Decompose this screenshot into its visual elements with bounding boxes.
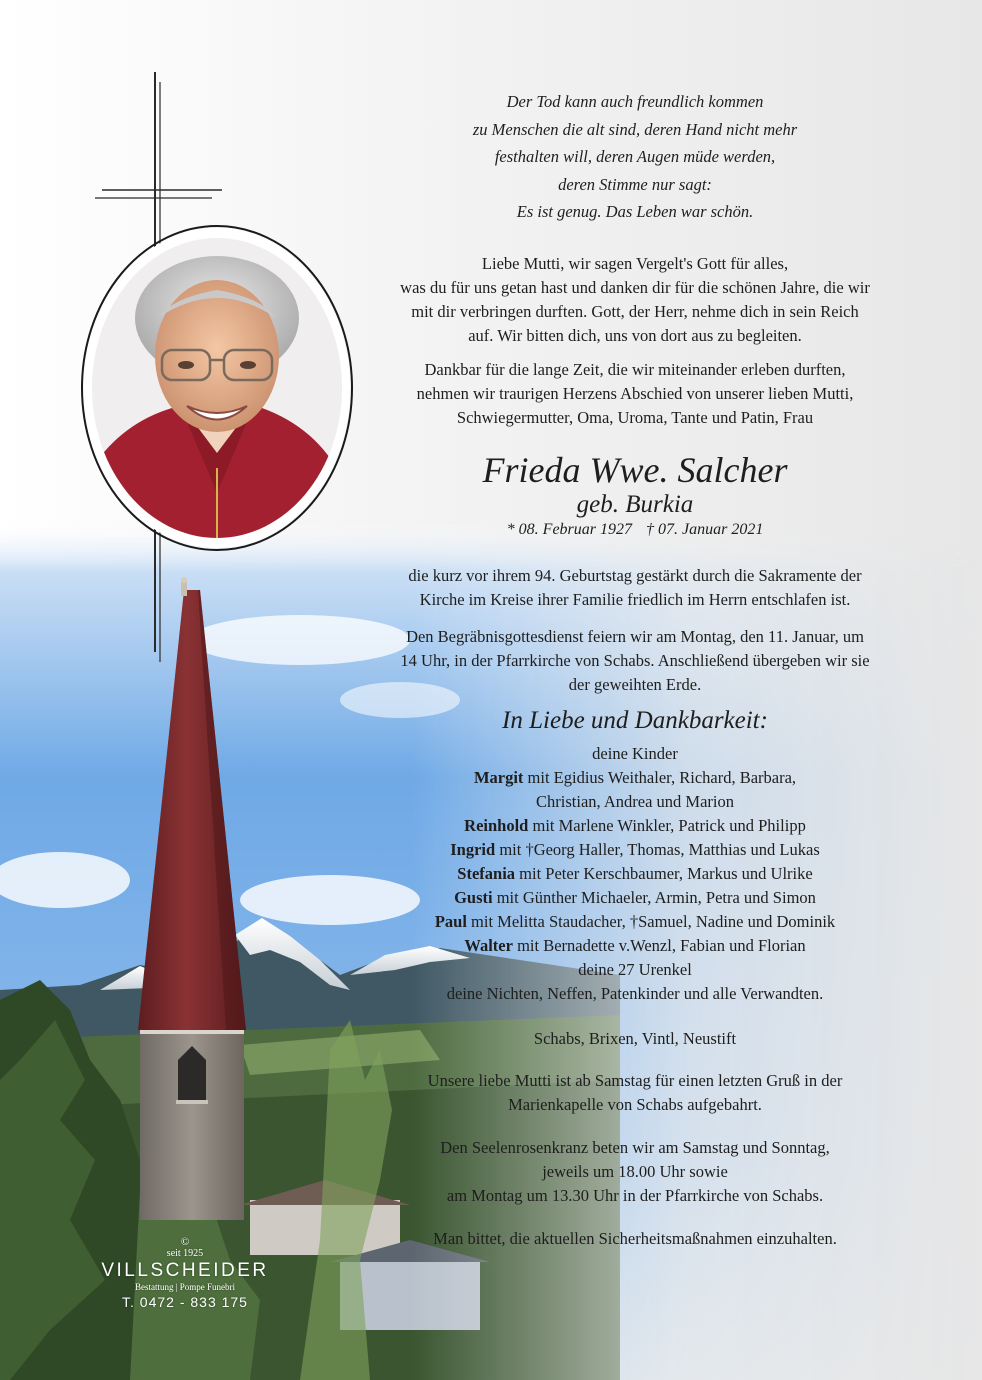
death-date: † 07. Januar 2021 bbox=[646, 520, 764, 538]
mourner-text: deine Kinder bbox=[592, 743, 678, 763]
mourner-line bbox=[360, 958, 910, 982]
deceased-name: Frieda Wwe. Salcher bbox=[482, 449, 788, 490]
intro-line: Liebe Mutti, wir sagen Vergelt's Gott für alles, bbox=[481, 253, 789, 273]
funeral-home-logo bbox=[100, 1236, 270, 1311]
logo-subtitle: Bestattung | Pompe Funebri bbox=[134, 1282, 236, 1292]
birth-date: * 08. Februar 1927 bbox=[506, 520, 632, 538]
mourner-name: Paul bbox=[434, 912, 467, 932]
mourner-name: Gusti bbox=[454, 888, 493, 908]
thanks-paragraph bbox=[360, 358, 910, 430]
thanks-line: Dankbar für die lange Zeit, die wir miteinander erleben durften, bbox=[424, 359, 846, 379]
birth-name: geb. Burkia bbox=[576, 490, 694, 518]
mourner-line bbox=[360, 886, 910, 910]
mourner-text: deine 27 Urenkel bbox=[578, 960, 692, 980]
poem bbox=[360, 88, 910, 226]
rosary-paragraph bbox=[360, 1136, 910, 1208]
mourners-list bbox=[360, 742, 910, 1007]
mourner-text: deine Nichten, Neffen, Patenkinder und alle Verwandten. bbox=[446, 984, 824, 1004]
mourner-name: Margit bbox=[473, 767, 524, 787]
logo-since: seit 1925 bbox=[166, 1248, 204, 1259]
death-paragraph bbox=[360, 564, 910, 612]
mourner-name: Ingrid bbox=[450, 839, 496, 859]
funeral-line: der geweihten Erde. bbox=[568, 674, 702, 694]
poem-line: festhalten will, deren Augen müde werden, bbox=[494, 147, 776, 166]
mourner-text: mit Bernadette v.Wenzl, Fabian und Florian bbox=[512, 936, 806, 956]
places-line: Schabs, Brixen, Vintl, Neustift bbox=[533, 1028, 737, 1048]
intro-paragraph bbox=[360, 252, 910, 348]
funeral-paragraph bbox=[360, 625, 910, 697]
mourner-text: mit Günther Michaeler, Armin, Petra und Simon bbox=[492, 888, 816, 908]
safety-notice: Man bittet, die aktuellen Sicherheitsmaßnahmen einzuhalten. bbox=[433, 1228, 837, 1248]
rosary-line: Den Seelenrosenkranz beten wir am Samstag und Sonntag, bbox=[440, 1137, 830, 1157]
portrait-photo bbox=[92, 238, 342, 538]
laid-out-paragraph bbox=[360, 1069, 910, 1117]
rosary-line: jeweils um 18.00 Uhr sowie bbox=[542, 1161, 728, 1181]
mourner-text: Christian, Andrea und Marion bbox=[536, 791, 734, 811]
laid-out-line: Marienkapelle von Schabs aufgebahrt. bbox=[508, 1094, 762, 1114]
poem-line: Der Tod kann auch freundlich kommen bbox=[506, 92, 764, 111]
mourner-name: Walter bbox=[464, 936, 513, 956]
mourner-line bbox=[360, 862, 910, 886]
mourner-line bbox=[360, 838, 910, 862]
funeral-line: Den Begräbnisgottesdienst feiern wir am Montag, den 11. Januar, um bbox=[406, 626, 864, 646]
intro-line: auf. Wir bitten dich, uns von dort aus zu begleiten. bbox=[468, 325, 802, 345]
obituary-text bbox=[360, 88, 910, 1251]
logo-phone: T. 0472 - 833 175 bbox=[122, 1294, 248, 1310]
mourner-line bbox=[360, 742, 910, 766]
mourner-line bbox=[360, 790, 910, 814]
mourner-text: mit †Georg Haller, Thomas, Matthias und Lukas bbox=[495, 839, 820, 859]
mourner-text: mit Peter Kerschbaumer, Markus und Ulrike bbox=[515, 863, 813, 883]
intro-line: mit dir verbringen durften. Gott, der Herr, nehme dich in sein Reich bbox=[411, 301, 859, 321]
mourner-line bbox=[360, 934, 910, 958]
mourner-text: mit Melitta Staudacher, †Samuel, Nadine und Dominik bbox=[466, 912, 836, 932]
mourner-line bbox=[360, 814, 910, 838]
mourner-name: Reinhold bbox=[464, 815, 529, 835]
mourner-line bbox=[360, 910, 910, 934]
death-line: Kirche im Kreise ihrer Familie friedlich im Herrn entschlafen ist. bbox=[419, 589, 851, 609]
copyright-mark: © bbox=[180, 1236, 190, 1248]
mourner-line bbox=[360, 766, 910, 790]
laid-out-line: Unsere liebe Mutti ist ab Samstag für einen letzten Gruß in der bbox=[427, 1070, 843, 1090]
life-dates bbox=[360, 520, 910, 540]
death-line: die kurz vor ihrem 94. Geburtstag gestärkt durch die Sakramente der bbox=[408, 565, 862, 585]
thanks-line: nehmen wir traurigen Herzens Abschied von unserer lieben Mutti, bbox=[416, 383, 854, 403]
logo-company: VILLSCHEIDER bbox=[101, 1260, 269, 1281]
mourner-line bbox=[360, 982, 910, 1006]
mourners-heading: In Liebe und Dankbarkeit: bbox=[502, 706, 768, 734]
poem-line: zu Menschen die alt sind, deren Hand nicht mehr bbox=[472, 119, 798, 139]
mourner-text: mit Marlene Winkler, Patrick und Philipp bbox=[528, 815, 806, 835]
thanks-line: Schwiegermutter, Oma, Uroma, Tante und Patin, Frau bbox=[456, 407, 814, 427]
rosary-line: am Montag um 13.30 Uhr in der Pfarrkirche von Schabs. bbox=[446, 1185, 824, 1205]
poem-line: deren Stimme nur sagt: bbox=[558, 174, 712, 194]
intro-line: was du für uns getan hast und danken dir für die schönen Jahre, die wir bbox=[400, 277, 870, 297]
mourner-text: mit Egidius Weithaler, Richard, Barbara, bbox=[523, 767, 797, 787]
poem-line: Es ist genug. Das Leben war schön. bbox=[516, 202, 754, 221]
deceased-block bbox=[360, 450, 910, 540]
funeral-line: 14 Uhr, in der Pfarrkirche von Schabs. Anschließend übergeben wir sie bbox=[400, 650, 870, 670]
mourner-name: Stefania bbox=[457, 863, 516, 883]
